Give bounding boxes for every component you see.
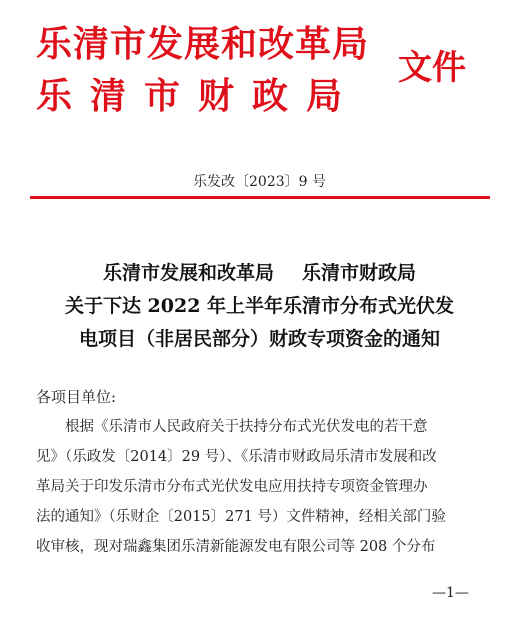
body-text — [36, 412, 470, 562]
title-issuers — [0, 258, 519, 285]
title-line-2: 关于下达 2022 年上半年乐清市分布式光伏发 — [64, 295, 455, 317]
title-line-3: 电项目（非居民部分）财政专项资金的通知 — [78, 328, 440, 350]
red-divider — [30, 196, 490, 199]
body-line: 根据《乐清市人民政府关于扶持分布式光伏发电的若干意 — [65, 419, 428, 435]
body-line: 法的通知》（乐财企〔2015〕271 号）文件精神，经相关部门验 — [36, 509, 446, 525]
body-line: 收审核，现对瑞鑫集团乐清新能源发电有限公司等 208 个分布 — [36, 539, 436, 555]
body-line: 革局关于印发乐清市分布式光伏发电应用扶持专项资金管理办 — [36, 479, 428, 495]
issuer-line-1: 乐清市发展和改革局 — [36, 24, 370, 65]
title-issuer-b: 乐清市财政局 — [302, 262, 417, 284]
title-issuer-a: 乐清市发展和改革局 — [102, 262, 274, 284]
salutation: 各项目单位: — [36, 388, 117, 406]
document-type-label: 文件 — [398, 48, 466, 88]
page-number: —1— — [432, 585, 469, 601]
body-line: 见》（乐政发〔2014〕29 号）、《乐清市财政局乐清市发展和改 — [36, 449, 437, 465]
issuer-line-2: 乐清市财政局 — [36, 76, 361, 117]
document-number: 乐发改〔2023〕9 号 — [193, 174, 326, 190]
